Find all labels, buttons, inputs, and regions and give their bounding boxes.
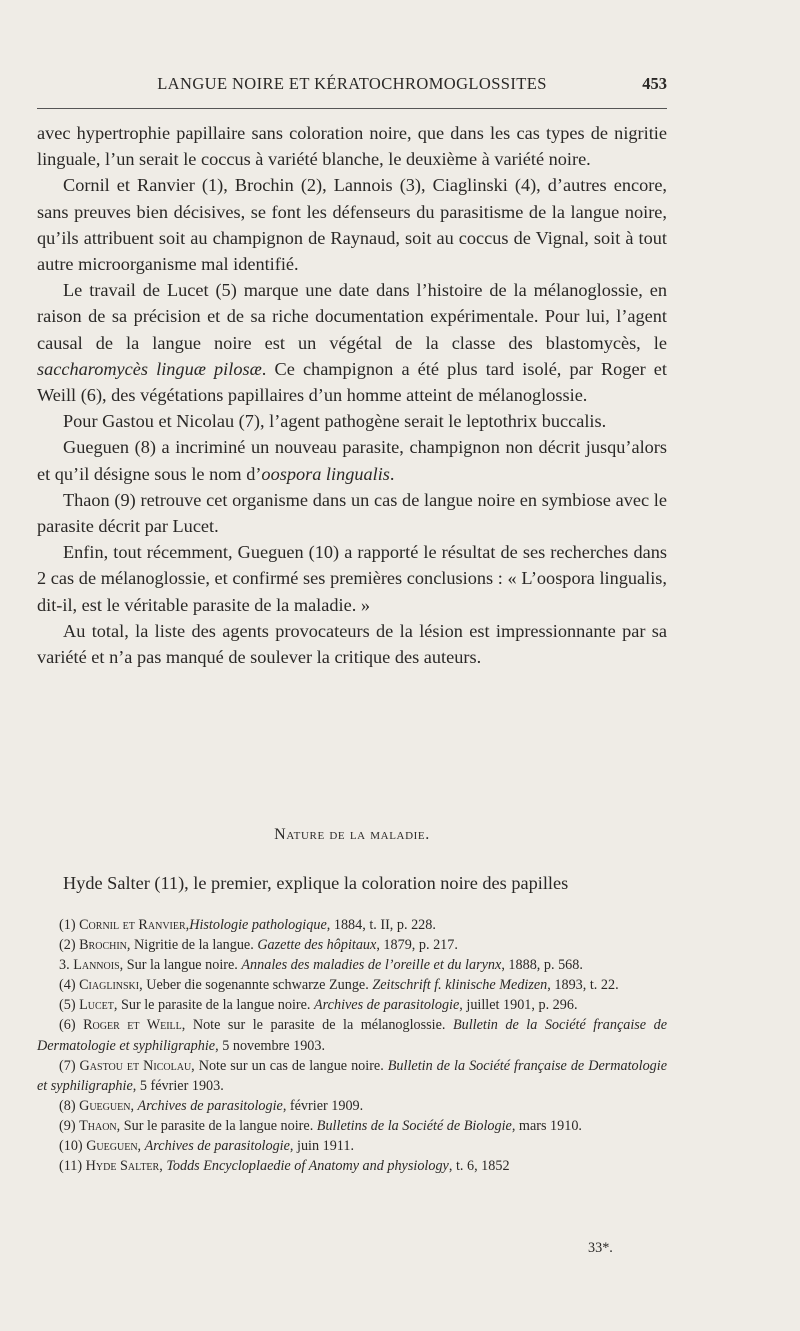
footnote-text: , juin 1911.	[289, 1138, 355, 1155]
footnote-author: Gueguen,	[79, 1097, 134, 1114]
paragraph: Enfin, tout récemment, Gueguen (10) a rapporté le résultat de ses recherches dans 2 cas de mélanoglossie, et confirmé ses premières conclusions : « L’oospora lingualis, dit-il, est le véritable parasite de la maladie. »	[37, 542, 667, 615]
footnote-author: Roger et Weill,	[83, 1017, 186, 1034]
running-title: LANGUE NOIRE ET KÉRATOCHROMOGLOSSITES	[157, 74, 547, 93]
footnote-title: Archives de parasitologie	[137, 1097, 283, 1114]
signature-mark: 33*.	[588, 1240, 613, 1256]
footnote-text: , t. 6, 1852	[448, 1158, 510, 1175]
footnote-author: Lannois,	[73, 957, 124, 974]
footnote-number: (7)	[59, 1057, 80, 1074]
paragraph	[37, 277, 667, 408]
species-name: saccharomycès linguæ pilosæ	[37, 358, 262, 379]
footnote-number: (8)	[59, 1097, 80, 1114]
footnote-text: Nigritie de la langue.	[130, 937, 258, 954]
paragraph-text: Gueguen (8) a incriminé un nouveau parasite, champignon non décrit jusqu’alors et qu’il désigne sous le nom d’	[37, 437, 667, 484]
footnote-text: , mars 1910.	[511, 1117, 582, 1134]
footnote-title: Archives de parasitologie	[314, 997, 460, 1014]
footnote	[37, 1136, 667, 1156]
footnote-author: Hyde Salter,	[85, 1158, 163, 1175]
paragraph: Pour Gastou et Nicolau (7), l’agent pathogène serait le leptothrix buccalis.	[63, 411, 607, 432]
footnote-number: (10)	[59, 1138, 87, 1155]
footnote-title: Zeitschrift f. klinische Medizen	[372, 977, 548, 994]
footnote-author: Cornil et Ranvier,	[79, 917, 190, 933]
footnote-text: Sur la langue noire.	[123, 957, 242, 974]
footnote	[37, 955, 667, 975]
footnote-text: Note sur le parasite de la mélanoglossie.	[185, 1017, 453, 1034]
footnote-number: (2)	[59, 937, 80, 954]
body-text	[37, 120, 667, 670]
footnote-title: Bulletin de la Société française de Dermatologie et syphiligraphie	[37, 1057, 668, 1094]
footnote-title: Archives de parasitologie	[144, 1138, 290, 1155]
footnote-author: Lucet,	[79, 997, 118, 1014]
footnote-number: (9)	[59, 1117, 80, 1134]
footnote	[37, 1116, 667, 1136]
footnote-text: Sur le parasite de la langue noire.	[117, 997, 315, 1014]
footnote-text: , février 1909.	[282, 1097, 364, 1114]
footnote-author: Brochin,	[79, 937, 131, 954]
footnote-text: , 5 novembre 1903.	[215, 1037, 326, 1054]
footnote-author: Gastou et Nicolau,	[79, 1057, 195, 1074]
paragraph: Au total, la liste des agents provocateurs de la lésion est impressionnante par sa variété et n’a pas manqué de soulever la critique des auteurs.	[37, 620, 667, 668]
footnote-title: Annales des maladies de l’oreille et du larynx	[241, 957, 502, 974]
paragraph: Cornil et Ranvier (1), Brochin (2), Lannois (3), Ciaglinski (4), d’autres encore, sans preuves bien décisives, se font les défenseurs du parasitisme de la langue noire, qu’ils attribuent soit au champignon de Raynaud, soit au coccus de Vignal, soit à tout autre microorganisme mal identifié.	[37, 175, 667, 275]
footnote	[37, 935, 667, 955]
footnote-number: 3.	[59, 957, 74, 974]
footnote	[37, 975, 667, 995]
footnote-number: (4)	[59, 977, 80, 994]
footnote	[37, 915, 667, 935]
footnote	[37, 1096, 667, 1116]
section-first-line: Hyde Salter (11), le premier, explique la coloration noire des papilles	[63, 873, 569, 893]
footnote-title: Todds Encycloplaedie of Anatomy and physiology	[166, 1158, 449, 1175]
footnote	[37, 995, 667, 1015]
footnote-text: Sur le parasite de la langue noire.	[120, 1117, 317, 1134]
footnote-text: Ueber die sogenannte schwarze Zunge.	[142, 977, 373, 994]
footnote	[37, 1015, 667, 1055]
footnote-text: , 1879, p. 217.	[376, 937, 458, 954]
page-number: 453	[642, 74, 667, 93]
footnote-author: Ciaglinski,	[79, 977, 143, 994]
footnote-text: , 1893, t. 22.	[547, 977, 619, 994]
footnote	[37, 1056, 667, 1096]
footnote-number: (11)	[59, 1158, 86, 1175]
footnote-number: (1)	[59, 917, 80, 933]
footnote	[37, 1156, 667, 1176]
paragraph-text: . Ce champignon a été plus tard isolé, par Roger et Weill (6), des végétations papillaires d’un homme atteint de mélanoglossie.	[37, 358, 667, 406]
footnote-number: (5)	[59, 997, 80, 1014]
footnotes	[37, 915, 667, 1176]
footnote-text: , 1888, p. 568.	[501, 957, 583, 974]
footnote-text: , 1884, t. II, p. 228.	[326, 917, 436, 933]
paragraph-text: Le travail de Lucet (5) marque une date dans l’histoire de la mélanoglossie, en raison de sa précision et de sa riche documentation expérimentale. Pour lui, l’agent causal de la langue noire est un végétal de la classe des blastomycès, le	[37, 280, 667, 353]
running-head	[37, 74, 667, 98]
footnote-author: Gueguen,	[86, 1138, 142, 1155]
footnote-text: , 5 février 1903.	[132, 1077, 224, 1094]
footnote-number: (6)	[59, 1017, 84, 1034]
footnote-title: Bulletins de la Société de Biologie	[316, 1117, 512, 1134]
paragraph	[37, 434, 667, 486]
paragraph: Thaon (9) retrouve cet organisme dans un cas de langue noire en symbiose avec le parasite décrit par Lucet.	[37, 489, 667, 537]
footnote-title: Bulletin de la Société française de Dermatologie et syphiligraphie	[37, 1017, 667, 1054]
footnote-author: Thaon,	[79, 1117, 121, 1134]
species-name: oospora lingualis	[261, 463, 390, 484]
header-rule	[37, 108, 667, 109]
footnote-text: Note sur un cas de langue noire.	[194, 1057, 388, 1074]
paragraph-text: .	[389, 463, 395, 484]
paragraph: avec hypertrophie papillaire sans coloration noire, que dans les cas types de nigritie linguale, l’un serait le coccus à variété blanche, le deuxième à variété noire.	[37, 123, 667, 170]
footnote-text: , juillet 1901, p. 296.	[459, 997, 578, 1014]
footnote-title: Gazette des hôpitaux	[257, 937, 377, 954]
section-title: Nature de la maladie.	[274, 826, 430, 843]
footnote-title: Histologie pathologique	[189, 917, 327, 933]
